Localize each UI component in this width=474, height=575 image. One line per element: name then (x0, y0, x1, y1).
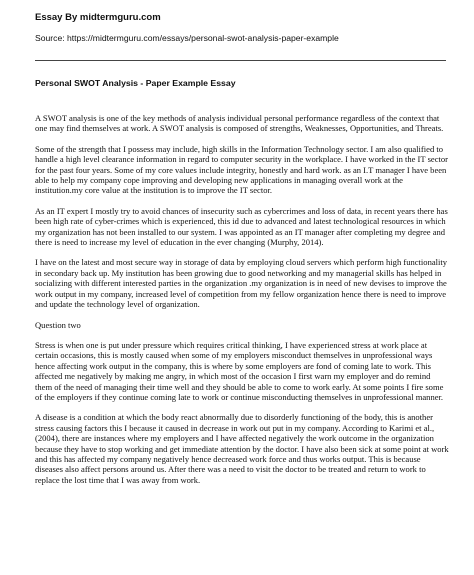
header-divider (35, 60, 446, 61)
paragraph: Some of the strength that I possess may include, high skills in the Information Technology sector. I am also qualified to handle a high level clearance information in regard to computer security in the workplace. I have worked in the IT sector for the past four years. Some of my core values include integrity, honestly and hard work. as an I.T manager I have been able to help my company cope improving and developing new applications in managing overall work at the institution.my core value at the institution is to improve the IT sector. (35, 143, 449, 196)
section-heading: Question two (35, 319, 81, 330)
paragraph: A SWOT analysis is one of the key methods of analysis individual personal performance regardless of the context that one may find themselves at work. A SWOT analysis is composed of strengths, Weaknesses, Opportunities, and Threats. (35, 113, 444, 134)
page-header (35, 12, 445, 44)
paragraph: A disease is a condition at which the body react abnormally due to disorderly functioning of the body, this is another stress causing factors this I because it caused in decrease in work out put in my company. According to Karimi et al., (2004), there are instances where my employers and I have affected negatively the work outcome in the organization because they have to stop working and get immediate attention by the doctor. I have also been sick at some point at work and this has affected my company negatively hence decreased work force and thus works output. This is because diseases also affect persons around us. After there was a need to visit the doctor to be treated and return to work to replace the lost time that I was away from work. (35, 412, 449, 485)
paragraph: Stress is when one is put under pressure which requires critical thinking, I have experienced stress at work place at certain occasions, this is mostly caused when some of my employers misconduct themselves in unprofessional ways hence affecting work output in the company, this is where by some employers are fond of coming late to work. This affected me negatively by making me angry, in which most of the occasion I first warn my employer and do remind them of the need of managing their time well and they should be able to come to work early. At some points I fire some of the employers if they continue coming late to work or continue misconducting themselves in unprofessional manner. (35, 339, 444, 402)
paragraph: As an IT expert I mostly try to avoid chances of insecurity such as cybercrimes and loss of data, in recent years there has been high rate of cyber-crimes which is experienced, this id due to advanced and latest technological resources in which my organization has not been installed to our system. I was appointed as an IT manager after completing my degree and there is need to increase my level of education in the ever changing (Murphy, 2014). (35, 205, 448, 248)
paragraph: I have on the latest and most secure way in storage of data by employing cloud servers which perform high functionality in secondary back up. My institution has been growing due to good networking and my managerial skills has helped in socializing with different interested parties in the organization .my organization is in need of new devises to improve the work output in my company, increased level of competition from my fellow organization hence there is need to improve and update the technology level of organization. (35, 257, 448, 310)
essay-title: Personal SWOT Analysis - Paper Example Essay (35, 78, 236, 88)
source-line: Source: https://midtermguru.com/essays/personal-swot-analysis-paper-example (35, 33, 339, 43)
essay-body (35, 113, 449, 495)
byline: Essay By midtermguru.com (35, 12, 161, 23)
